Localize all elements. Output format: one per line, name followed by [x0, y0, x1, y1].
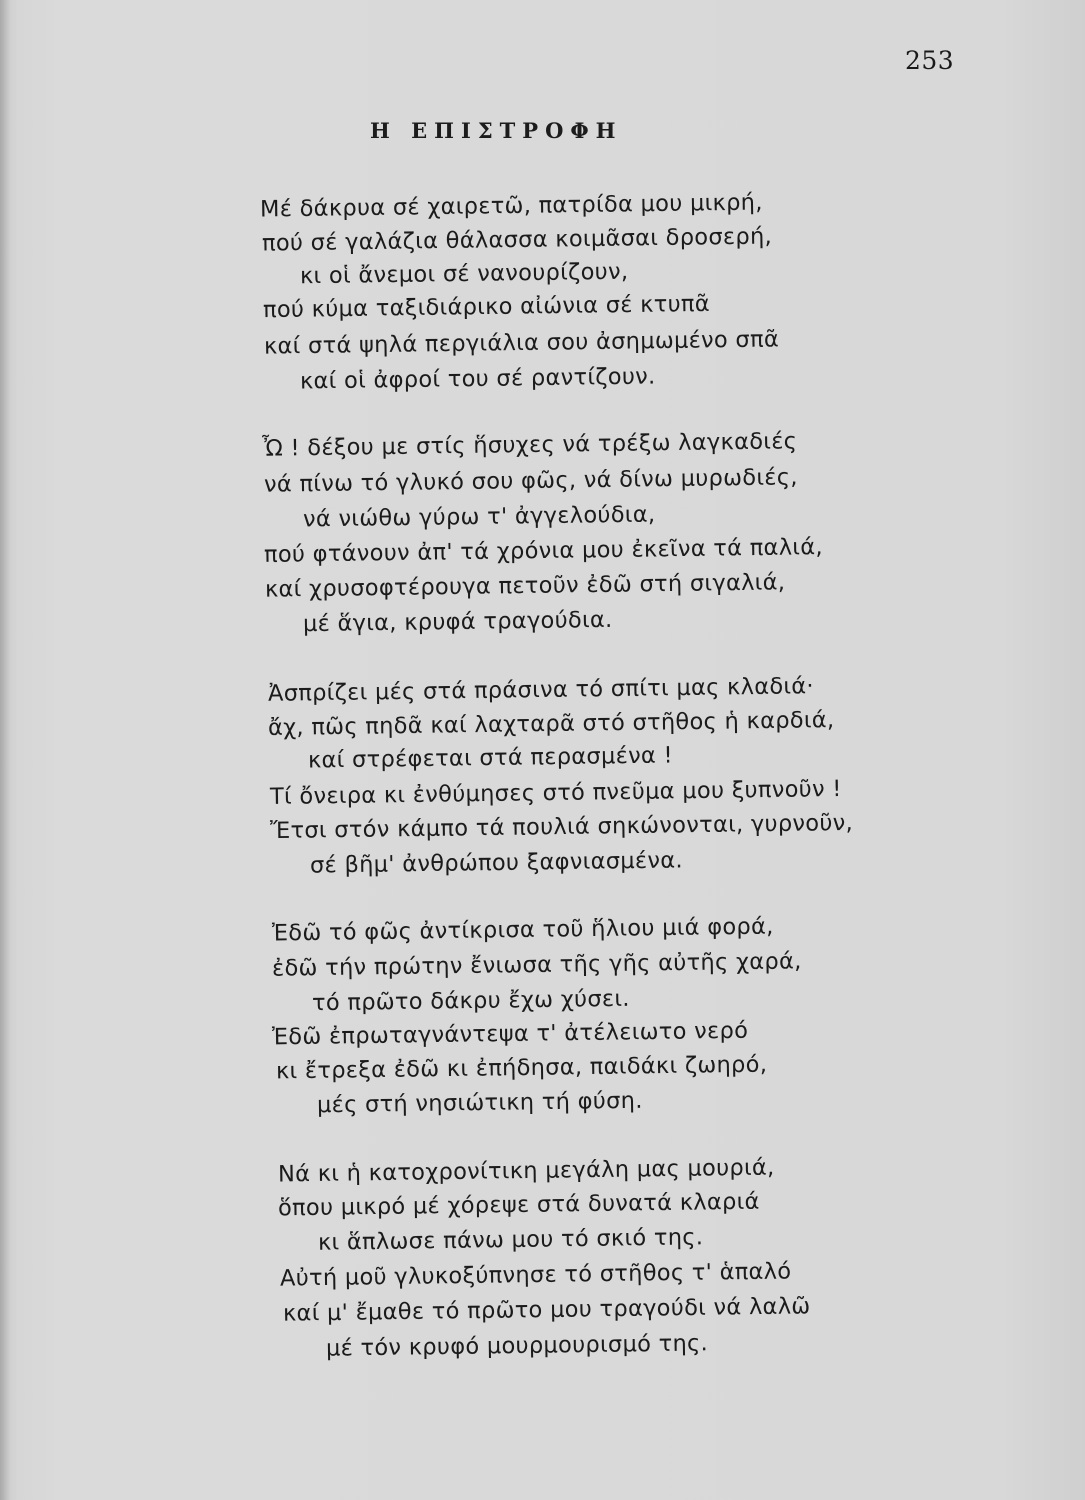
poem-line: Ὦ ! δέξου με στίς ἥσυχες νά τρέξω λαγκαδιές	[261, 428, 798, 462]
poem-line: Νά κι ἡ κατοχρονίτικη μεγάλη μας μουριά,	[277, 1154, 775, 1188]
poem-line: μέ ἅγια, κρυφά τραγούδια.	[302, 606, 613, 638]
poem-title: Η ΕΠΙΣΤΡΟΦΗ	[370, 118, 623, 143]
poem-line: Αὐτή μοῦ γλυκοξύπνησε τό στῆθος τ' ἁπαλό	[279, 1258, 792, 1292]
poem-line: κι ἔτρεξα ἐδῶ κι ἐπήδησα, παιδάκι ζωηρό,	[275, 1051, 768, 1085]
poem-line: καί μ' ἔμαθε τό πρῶτο μου τραγούδι νά λαλῶ	[282, 1293, 811, 1327]
poem-line: σέ βῆμ' ἀνθρώπου ξαφνιασμένα.	[309, 847, 684, 879]
poem-line: κι ἅπλωσε πάνω μου τό σκιό της.	[317, 1224, 704, 1256]
page-binding-edge	[0, 0, 10, 1500]
poem-line: κι οἱ ἄνεμοι σέ νανουρίζουν,	[299, 258, 629, 290]
poem-line: ὅπου μικρό μέ χόρεψε στά δυνατά κλαριά	[277, 1188, 760, 1222]
poem-line: Ἔτσι στόν κάμπο τά πουλιά σηκώνονται, γυρνοῦν,	[269, 809, 854, 845]
poem-line: πού κύμα ταξιδιάρικο αἰώνια σέ κτυπᾶ	[262, 290, 711, 324]
poem-line: πού φτάνουν ἀπ' τά χρόνια μου ἐκεῖνα τά παλιά,	[263, 534, 824, 568]
poem-line: Μέ δάκρυα σέ χαιρετῶ, πατρίδα μου μικρή,	[259, 189, 763, 223]
poem-line: καί στρέφεται στά περασμένα !	[307, 742, 674, 774]
poem-line: ἄχ, πῶς πηδᾶ καί λαχταρᾶ στό στῆθος ἡ καρδιά,	[267, 707, 835, 741]
poem-line: καί χρυσοφτέρουγα πετοῦν ἐδῶ στή σιγαλιά,	[264, 569, 786, 603]
poem-line: τό πρῶτο δάκρυ ἔχω χύσει.	[311, 985, 630, 1017]
page-number: 253	[905, 46, 955, 75]
poem-line: καί οἱ ἀφροί του σέ ραντίζουν.	[299, 363, 656, 395]
poem-line: πού σέ γαλάζια θάλασσα κοιμᾶσαι δροσερή,	[261, 223, 773, 257]
poem-line: Ἐδῶ ἐπρωταγνάντεψα τ' ἀτέλειωτο νερό	[271, 1017, 749, 1051]
poem-line: ἐδῶ τήν πρώτην ἔνιωσα τῆς γῆς αὐτῆς χαρά,	[271, 948, 802, 982]
poem-line: μές στή νησιώτικη τή φύση.	[316, 1087, 643, 1119]
poem-line: Ἀσπρίζει μές στά πράσινα τό σπίτι μας κλαδιά·	[267, 673, 815, 707]
poem-line: νά πίνω τό γλυκό σου φῶς, νά δίνω μυρωδιές,	[263, 464, 798, 498]
poem-line: νά νιώθω γύρω τ' ἀγγελούδια,	[302, 501, 656, 533]
poem-line: Ἐδῶ τό φῶς ἀντίκρισα τοῦ ἥλιου μιά φορά,	[271, 913, 774, 947]
poem-line: μέ τόν κρυφό μουρμουρισμό της.	[325, 1330, 709, 1362]
poem-line: Τί ὄνειρα κι ἐνθύμησες στό πνεῦμα μου ξυπνοῦν !	[269, 776, 842, 810]
poem-line: καί στά ψηλά περγιάλια σου ἀσημωμένο σπᾶ	[263, 326, 780, 360]
